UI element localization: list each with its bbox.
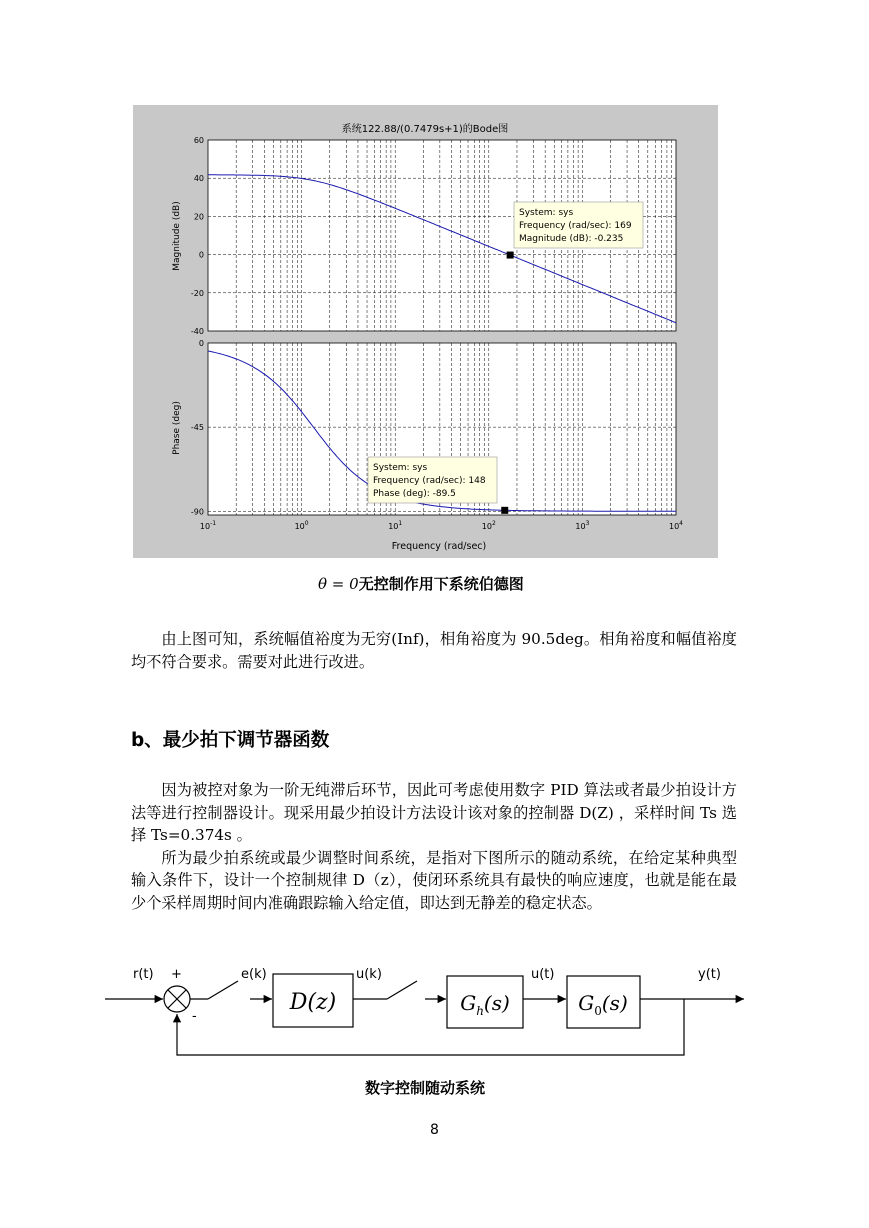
label-y: y(t) bbox=[698, 967, 721, 982]
frequency-tick-label: $10^0$ bbox=[294, 520, 309, 531]
magnitude-ytick-label: 60 bbox=[193, 136, 204, 145]
magnitude-ylabel: Magnitude (dB) bbox=[172, 201, 182, 271]
caption-math: θ = 0 bbox=[318, 575, 359, 593]
magnitude-datatip-line2: Frequency (rad/sec): 169 bbox=[519, 221, 632, 231]
figure-caption-bode bbox=[318, 573, 524, 594]
bode-title: 系统122.88/(0.7479s+1)的Bode图 bbox=[341, 124, 509, 135]
magnitude-datatip-marker bbox=[507, 252, 514, 259]
phase-datatip-line3: Phase (deg): -89.5 bbox=[373, 489, 456, 499]
paragraph-text: 因为被控对象为一阶无纯滞后环节，因此可考虑使用数字 PID 算法或者最少拍设计方法等进行控制器设计。现采用最少拍设计方法设计该对象的控制器 D(Z) ，采样时间 Ts 选择 Ts=0.374s 。 bbox=[131, 781, 737, 845]
bode-plot-figure bbox=[133, 105, 718, 558]
label-u-t: u(t) bbox=[531, 967, 555, 982]
paragraph-text: 由上图可知，系统幅值裕度为无穷(Inf)，相角裕度为 90.5deg。相角裕度和幅值裕度均不符合要求。需要对此进行改进。 bbox=[131, 630, 737, 671]
hold-label: $G_h(s)$ bbox=[460, 991, 510, 1018]
magnitude-ytick-label: -40 bbox=[190, 327, 204, 336]
magnitude-ytick-label: -20 bbox=[190, 288, 204, 298]
summing-junction bbox=[164, 986, 190, 1012]
control-block-diagram bbox=[100, 958, 760, 1068]
phase-ylabel: Phase (deg) bbox=[172, 401, 182, 455]
phase-datatip-line2: Frequency (rad/sec): 148 bbox=[373, 476, 486, 486]
sampler-switch-1 bbox=[208, 981, 238, 999]
paragraph-margin-analysis bbox=[131, 628, 737, 673]
page-number: 8 bbox=[430, 1122, 439, 1138]
phase-ytick-label: -45 bbox=[190, 423, 204, 433]
label-r: r(t) bbox=[133, 967, 154, 982]
phase-ytick-label: 0 bbox=[198, 339, 204, 348]
label-u-k: u(k) bbox=[356, 967, 382, 982]
sampler-switch-2 bbox=[387, 981, 417, 999]
frequency-tick-label: $10^3$ bbox=[575, 520, 590, 531]
controller-label: D(z) bbox=[289, 990, 337, 1015]
magnitude-datatip-line1: System: sys bbox=[519, 208, 574, 218]
magnitude-ytick-label: 0 bbox=[198, 250, 204, 260]
plant-label: $G_0(s)$ bbox=[578, 991, 628, 1018]
figure-caption-diagram: 数字控制随动系统 bbox=[365, 1079, 486, 1097]
magnitude-ytick-label: 40 bbox=[193, 174, 204, 184]
frequency-tick-label: $10^2$ bbox=[481, 520, 496, 531]
label-minus: - bbox=[192, 1009, 197, 1024]
frequency-tick-label: $10^1$ bbox=[388, 520, 403, 531]
frequency-xlabel: Frequency (rad/sec) bbox=[391, 541, 487, 552]
frequency-tick-label: $10^{-1}$ bbox=[199, 520, 217, 531]
phase-ytick-label: -90 bbox=[190, 507, 204, 517]
paragraph-text: 所为最少拍系统或最少调整时间系统，是指对下图所示的随动系统，在给定某种典型输入条件下，设计一个控制规律 D（z），使闭环系统具有最快的响应速度，也就是能在最少个采样周期时间内准确跟踪输入给定值，即达到无静差的稳定状态。 bbox=[131, 848, 737, 912]
caption-text: 无控制作用下系统伯德图 bbox=[358, 575, 524, 593]
phase-datatip-line1: System: sys bbox=[373, 463, 428, 473]
magnitude-datatip-line3: Magnitude (dB): -0.235 bbox=[519, 234, 624, 244]
frequency-tick-label: $10^4$ bbox=[668, 520, 684, 531]
magnitude-ytick-label: 20 bbox=[193, 212, 204, 222]
paragraph-controller-design bbox=[131, 779, 737, 915]
label-e: e(k) bbox=[241, 967, 267, 982]
label-plus: + bbox=[171, 967, 182, 982]
phase-datatip-marker bbox=[501, 507, 508, 514]
section-heading: b、最少拍下调节器函数 bbox=[131, 730, 330, 751]
